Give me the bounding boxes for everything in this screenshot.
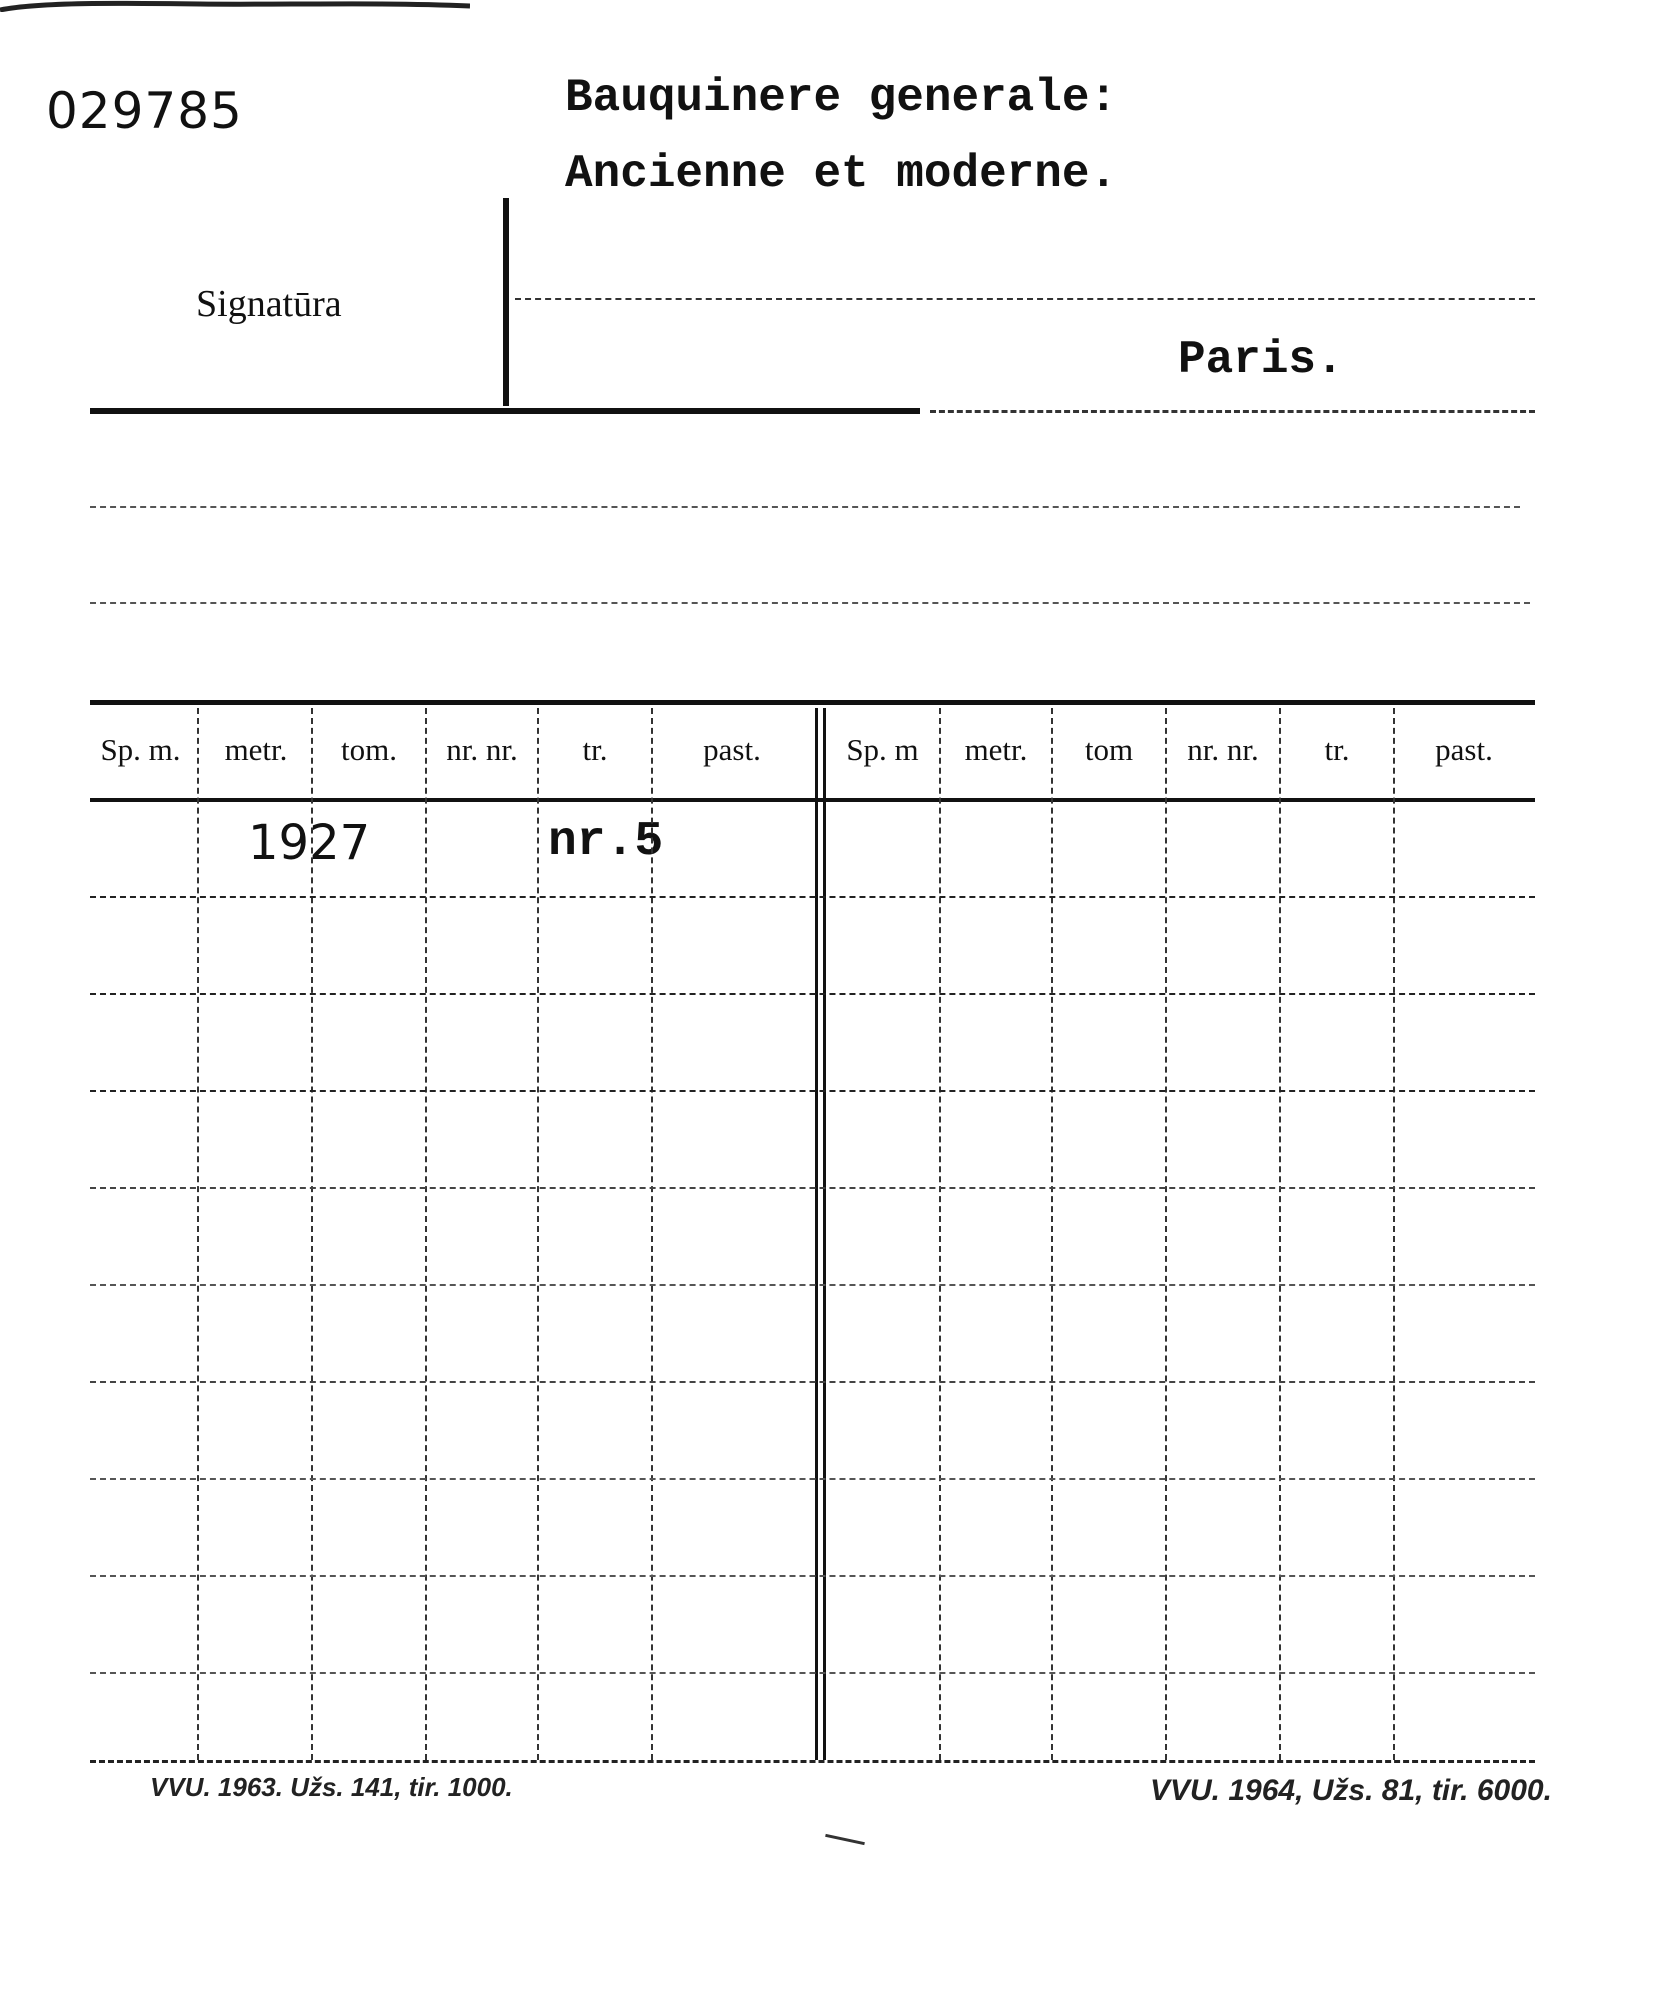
col-header-left-tom: tom.	[341, 732, 397, 767]
printer-footnote-right: VVU. 1964, Užs. 81, tir. 6000.	[1150, 1774, 1552, 1807]
stray-mark	[825, 1834, 865, 1845]
center-divider	[815, 708, 818, 1760]
table-top-rule	[90, 700, 1535, 705]
col-divider	[537, 708, 539, 1760]
col-header-right-spm: Sp. m	[846, 732, 919, 767]
row-rule	[90, 1575, 1535, 1577]
col-divider	[1165, 708, 1167, 1760]
signature-divider	[503, 198, 509, 406]
col-header-right-nrnr: nr. nr.	[1187, 732, 1259, 767]
header-rule-dashed	[930, 410, 1535, 413]
row-rule	[90, 1090, 1535, 1092]
col-divider	[1051, 708, 1053, 1760]
row-rule	[90, 896, 1535, 898]
col-header-left-tr: tr.	[582, 732, 608, 767]
col-divider	[1393, 708, 1395, 1760]
cell-tr-number: nr.5	[548, 815, 664, 869]
title-line-2: Ancienne et moderne.	[565, 148, 1118, 200]
col-divider	[939, 708, 941, 1760]
row-rule	[90, 1284, 1535, 1286]
cell-metr-year: 1927	[248, 815, 371, 871]
col-divider	[197, 708, 199, 1760]
scan-edge-mark	[0, 0, 470, 12]
row-rule	[90, 1478, 1535, 1480]
signature-label: Signatūra	[196, 283, 342, 325]
title-line-1: Bauquinere generale:	[565, 72, 1118, 124]
col-header-right-past: past.	[1435, 732, 1493, 767]
col-header-right-tr: tr.	[1324, 732, 1350, 767]
col-header-left-spm: Sp. m.	[100, 732, 181, 767]
row-rule	[90, 1672, 1535, 1674]
table-bottom-rule	[90, 1760, 1535, 1763]
row-rule	[90, 1381, 1535, 1383]
col-header-left-metr: metr.	[224, 732, 288, 767]
header-rule-solid	[90, 408, 920, 414]
blank-line-1	[90, 506, 1520, 508]
row-rule	[90, 993, 1535, 995]
col-header-right-metr: metr.	[964, 732, 1028, 767]
table-header-rule	[90, 798, 1535, 802]
blank-line-2	[90, 602, 1530, 604]
row-rule	[90, 1187, 1535, 1189]
col-divider	[651, 708, 653, 1760]
col-divider	[311, 708, 313, 1760]
publication-place: Paris.	[1178, 334, 1344, 386]
center-divider	[823, 708, 826, 1760]
printer-footnote-left: VVU. 1963. Užs. 141, tir. 1000.	[150, 1772, 513, 1802]
col-header-left-nrnr: nr. nr.	[446, 732, 518, 767]
col-divider	[1279, 708, 1281, 1760]
card-number: 029785	[46, 82, 243, 140]
col-header-left-past: past.	[703, 732, 761, 767]
col-divider	[425, 708, 427, 1760]
title-underline	[515, 298, 1535, 300]
col-header-right-tom: tom	[1084, 732, 1134, 767]
